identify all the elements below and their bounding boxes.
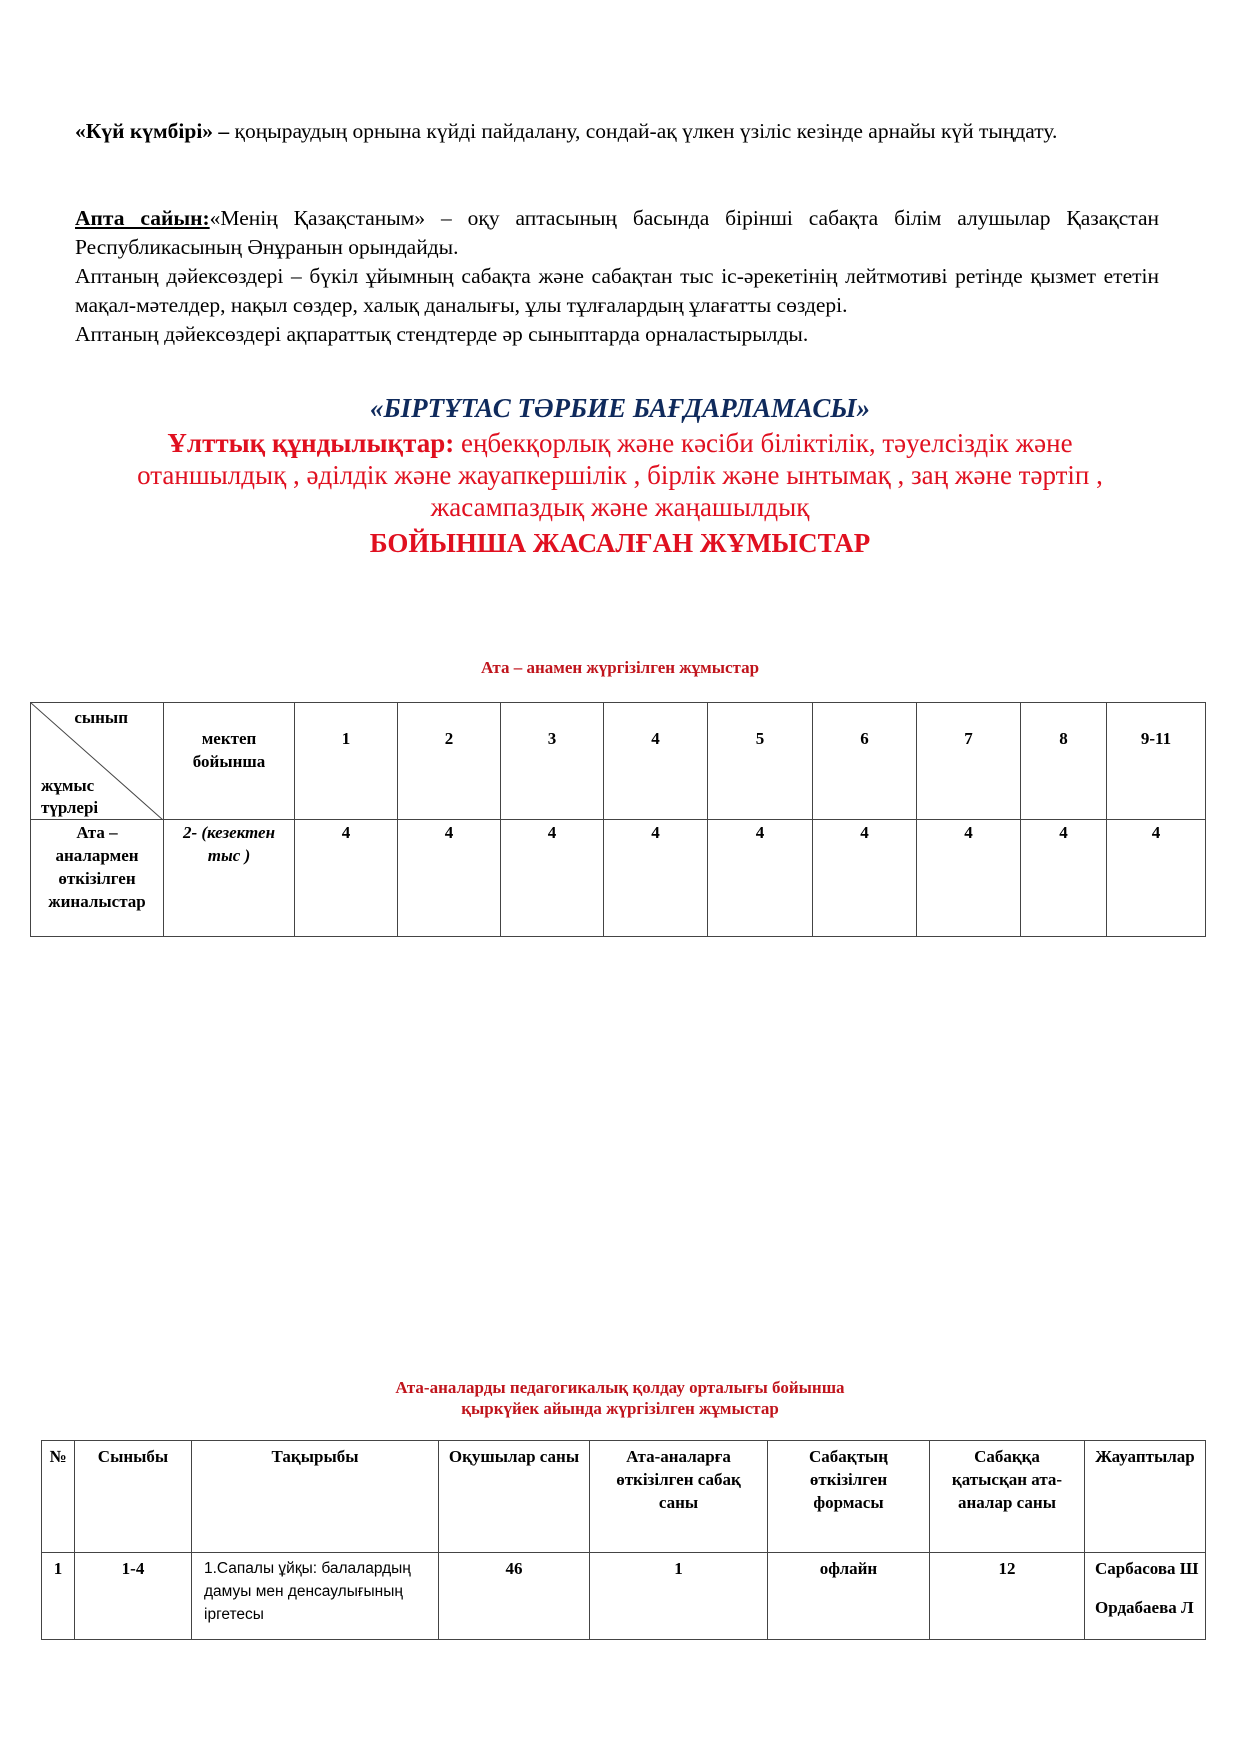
grade-value-9-11: 4 <box>1107 820 1206 937</box>
support-caption-line1: Ата-аналарды педагогикалық қолдау орталығы бойынша <box>395 1378 845 1397</box>
support-table-row <box>42 1553 1206 1640</box>
grade-value-4: 4 <box>604 820 708 937</box>
weekly-label: Апта сайын: <box>75 206 210 230</box>
header-responsible: Жауаптылар <box>1085 1441 1206 1553</box>
grade-value-1: 4 <box>295 820 398 937</box>
grade-value-5: 4 <box>708 820 813 937</box>
grade-header-3: 3 <box>501 703 604 820</box>
kui-kumbiri-text: қоңыраудың орнына күйді пайдалану, сондай-ақ үлкен үзіліс кезінде арнайы күй тыңдату. <box>229 119 1058 143</box>
grade-value-3: 4 <box>501 820 604 937</box>
support-table-header-row <box>42 1441 1206 1553</box>
responsible-1: Сарбасова Ш <box>1095 1559 1199 1578</box>
national-values-line3: жасампаздық және жаңашылдық <box>430 492 810 522</box>
header-students: Оқушылар саны <box>439 1441 590 1553</box>
works-title: БОЙЫНША ЖАСАЛҒАН ЖҰМЫСТАР <box>369 528 871 558</box>
header-grade: Сыныбы <box>75 1441 192 1553</box>
weekly-line3: Аптаның дәйексөздері ақпараттық стендтерде әр сыныптарда орналастырылды. <box>75 322 809 346</box>
grade-value-2: 4 <box>398 820 501 937</box>
kui-kumbiri-title: «Күй күмбірі» – <box>75 119 230 143</box>
header-lessons: Ата-аналарға өткізілген сабақ саны <box>590 1441 768 1553</box>
grade-header-5: 5 <box>708 703 813 820</box>
header-number: № <box>42 1441 75 1553</box>
grade-header-8: 8 <box>1021 703 1107 820</box>
row-students: 46 <box>439 1553 590 1640</box>
row-grade: 1-4 <box>75 1553 192 1640</box>
school-value: 2- (кезектен тыс ) <box>164 820 295 937</box>
parents-work-table <box>30 702 1206 937</box>
corner-top-label: сынып <box>74 708 128 727</box>
parents-table-data-row <box>31 820 1206 937</box>
header-parents: Сабаққа қатысқан ата-аналар саны <box>930 1441 1085 1553</box>
responsible-2: Ордабаева Л <box>1095 1598 1194 1617</box>
corner-cell <box>31 703 164 820</box>
grade-header-4: 4 <box>604 703 708 820</box>
row-number: 1 <box>42 1553 75 1640</box>
row-parents: 12 <box>930 1553 1085 1640</box>
national-values-line2: отаншылдық , әділдік және жауапкершілік , бірлік және ынтымақ , заң және тәртіп , <box>137 460 1103 490</box>
program-title: «БІРТҰТАС ТӘРБИЕ БАҒДАРЛАМАСЫ» <box>369 393 871 423</box>
grade-header-6: 6 <box>813 703 917 820</box>
parents-table-caption: Ата – анамен жүргізілген жұмыстар <box>480 658 760 677</box>
parents-table-header-row <box>31 703 1206 820</box>
weekly-paragraph <box>75 204 1159 349</box>
grade-header-1: 1 <box>295 703 398 820</box>
weekly-line1: «Менің Қазақстаным» – оқу аптасының басында бірінші сабақта білім алушылар Қазақстан Республикасының Әнұранын орындайды. <box>75 206 1159 259</box>
row-format: офлайн <box>768 1553 930 1640</box>
national-values <box>0 427 1240 523</box>
row-label: Ата – аналармен өткізілген жиналыстар <box>31 820 164 937</box>
row-responsible <box>1085 1553 1206 1640</box>
school-header: мектеп бойынша <box>164 703 295 820</box>
national-values-line1: еңбекқорлық және кәсіби біліктілік, тәуелсіздік және <box>454 428 1073 458</box>
header-topic: Тақырыбы <box>192 1441 439 1553</box>
kui-kumbiri-paragraph <box>75 117 1159 146</box>
support-center-table <box>41 1440 1206 1640</box>
grade-header-2: 2 <box>398 703 501 820</box>
weekly-line2: Аптаның дәйексөздері – бүкіл ұйымның сабақта және сабақтан тыс іс-әрекетінің лейтмотиві ретінде қызмет ететін мақал-мәтелдер, нақыл сөздер, халық даналығы, ұлы тұлғалардың ұлағатты сөздері. <box>75 264 1159 317</box>
support-caption-line2: қыркүйек айында жүргізілген жұмыстар <box>461 1399 779 1418</box>
row-topic: 1.Сапалы ұйқы: балалардың дамуы мен денсаулығының іргетесы <box>192 1553 439 1640</box>
grade-value-7: 4 <box>917 820 1021 937</box>
grade-header-7: 7 <box>917 703 1021 820</box>
header-format: Сабақтың өткізілген формасы <box>768 1441 930 1553</box>
national-values-label: Ұлттық құндылықтар: <box>167 428 455 458</box>
grade-value-6: 4 <box>813 820 917 937</box>
support-table-caption <box>0 1377 1240 1419</box>
corner-bottom-label: жұмыс түрлері <box>41 776 99 817</box>
row-lessons: 1 <box>590 1553 768 1640</box>
grade-value-8: 4 <box>1021 820 1107 937</box>
grade-header-9-11: 9-11 <box>1107 703 1206 820</box>
